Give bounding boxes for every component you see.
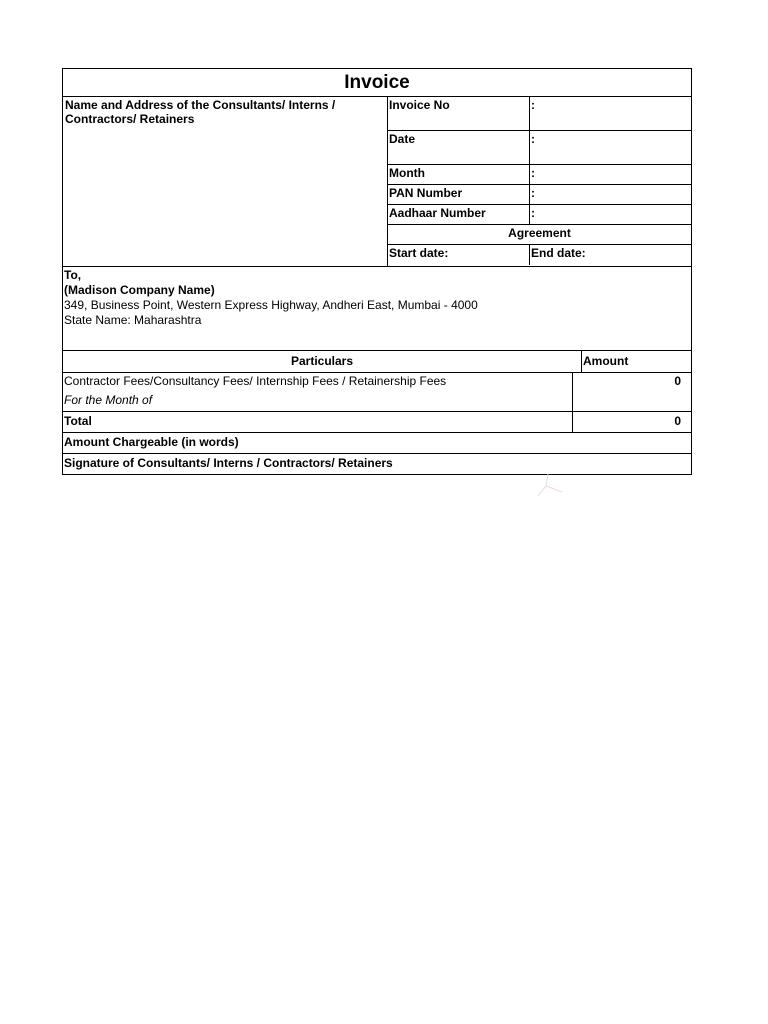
total-row — [62, 412, 692, 433]
month-row — [388, 165, 691, 185]
pan-value[interactable]: : — [531, 186, 535, 200]
company-address: 349, Business Point, Western Express Highway, Andheri East, Mumbai - 4000 — [64, 298, 478, 312]
fees-amount[interactable]: 0 — [674, 374, 681, 388]
month-label: Month — [388, 165, 530, 184]
amount-in-words-row[interactable]: Amount Chargeable (in words) — [62, 433, 692, 454]
to-line: To, — [64, 268, 82, 282]
total-amount[interactable]: 0 — [674, 414, 681, 428]
pan-label: PAN Number — [388, 185, 530, 204]
invoice-sheet — [62, 68, 692, 475]
agreement-heading: Agreement — [388, 225, 691, 245]
start-date-label[interactable]: Start date: — [388, 245, 530, 265]
signature-row[interactable]: Signature of Consultants/ Interns / Contractors/ Retainers — [62, 454, 692, 475]
bill-to-block — [62, 267, 692, 351]
date-label: Date — [388, 131, 530, 164]
aadhaar-value[interactable]: : — [531, 206, 535, 220]
invoice-no-value[interactable]: : — [531, 98, 535, 112]
fees-label: Contractor Fees/Consultancy Fees/ Internship Fees / Retainership Fees — [64, 374, 447, 388]
end-date-label[interactable]: End date: — [531, 246, 586, 260]
particulars-header — [62, 351, 692, 373]
invoice-no-row — [388, 97, 691, 131]
month-of-label[interactable]: For the Month of — [64, 393, 153, 407]
fees-row — [62, 373, 692, 412]
date-value[interactable]: : — [531, 132, 535, 146]
total-label: Total — [63, 412, 573, 432]
consultant-name-address-cell[interactable]: Name and Address of the Consultants/ Interns / Contractors/ Retainers — [63, 97, 388, 266]
pan-row — [388, 185, 691, 205]
fees-description — [63, 373, 573, 411]
faint-pen-mark-icon — [536, 472, 566, 500]
company-name: (Madison Company Name) — [64, 283, 215, 297]
invoice-no-label: Invoice No — [388, 97, 530, 130]
invoice-header-block — [62, 97, 692, 267]
month-value[interactable]: : — [531, 166, 535, 180]
date-row — [388, 131, 691, 165]
particulars-heading: Particulars — [63, 351, 582, 372]
invoice-title: Invoice — [62, 68, 692, 97]
aadhaar-label: Aadhaar Number — [388, 205, 530, 224]
invoice-details — [388, 97, 691, 266]
agreement-dates-row — [388, 245, 691, 265]
state-name: State Name: Maharashtra — [64, 313, 202, 327]
amount-heading: Amount — [583, 354, 629, 368]
aadhaar-row — [388, 205, 691, 225]
